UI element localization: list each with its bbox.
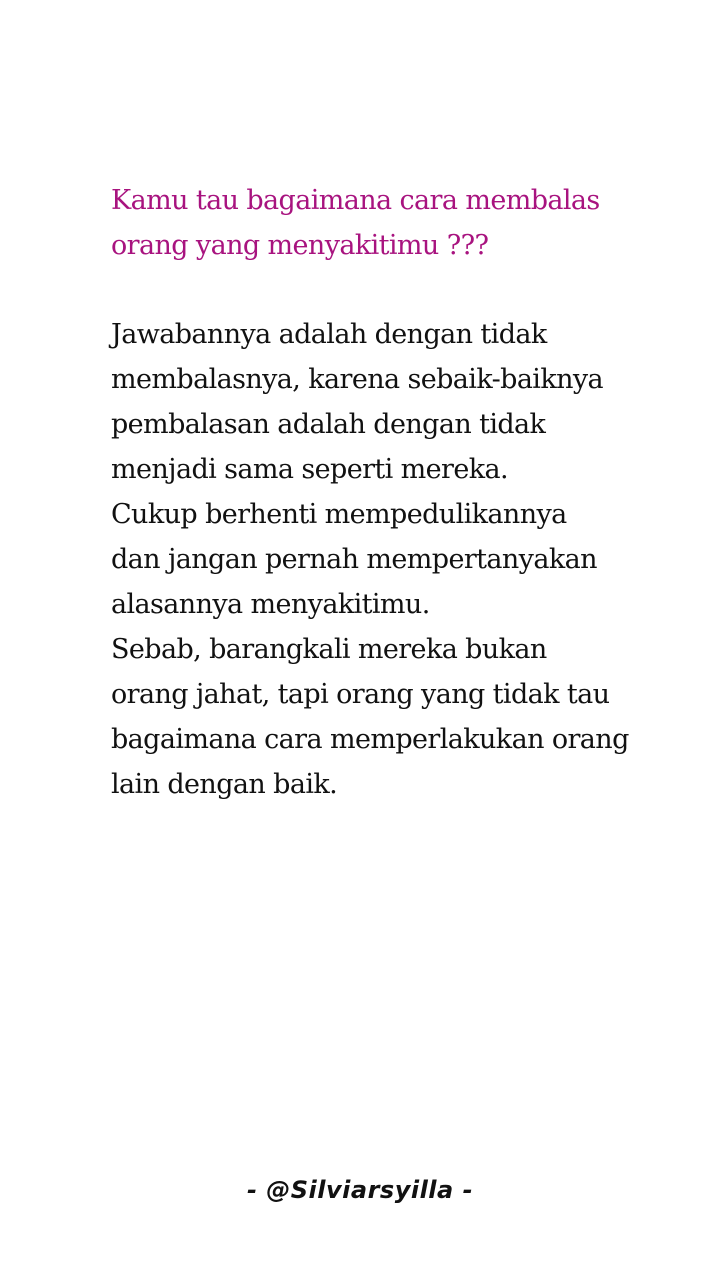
body-line: menjadi sama seperti mereka. bbox=[111, 454, 508, 485]
body-line: dan jangan pernah mempertanyakan bbox=[111, 544, 597, 575]
body-line: Jawabannya adalah dengan tidak bbox=[111, 319, 547, 350]
body-line: membalasnya, karena sebaik-baiknya bbox=[111, 364, 604, 395]
body-line: orang jahat, tapi orang yang tidak tau bbox=[111, 679, 610, 710]
quote-content bbox=[111, 178, 631, 807]
body-line: bagaimana cara memperlakukan orang bbox=[111, 724, 629, 755]
author-signature: - @Silviarsyilla - bbox=[246, 1176, 474, 1204]
quote-body bbox=[111, 312, 631, 807]
body-line: pembalasan adalah dengan tidak bbox=[111, 409, 546, 440]
body-line: Cukup berhenti mempedulikannya bbox=[111, 499, 567, 530]
body-line: Sebab, barangkali mereka bukan bbox=[111, 634, 547, 665]
body-line: lain dengan baik. bbox=[111, 769, 338, 800]
quote-heading bbox=[111, 178, 631, 268]
heading-line: Kamu tau bagaimana cara membalas bbox=[111, 185, 600, 216]
body-line: alasannya menyakitimu. bbox=[111, 589, 430, 620]
heading-line: orang yang menyakitimu ??? bbox=[111, 230, 489, 261]
